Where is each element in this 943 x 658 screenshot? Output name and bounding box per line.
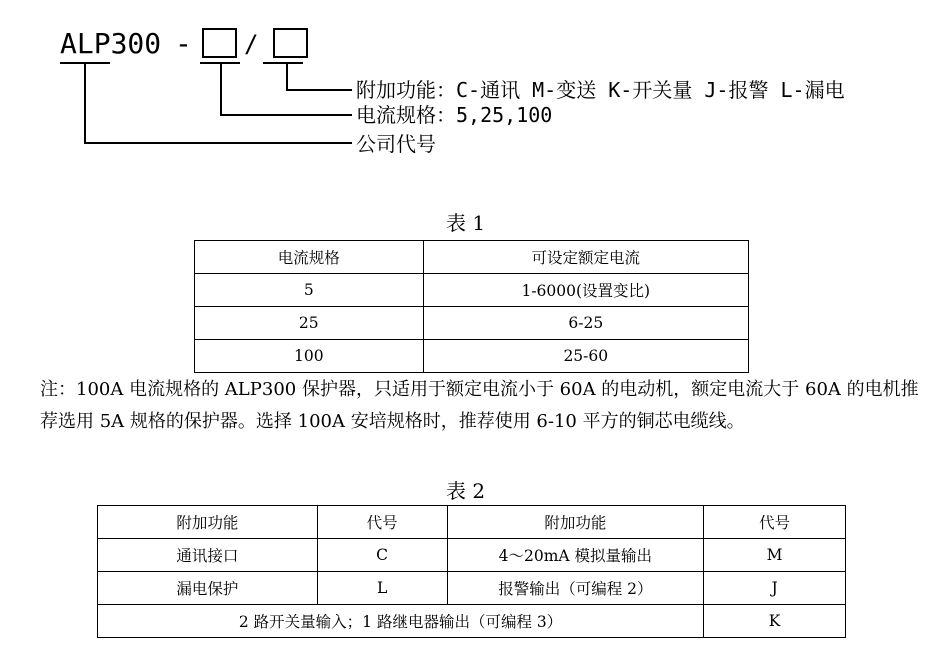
table-header-row xyxy=(98,506,846,539)
table2-caption: 表 2 xyxy=(446,479,486,503)
table-cell: 25-60 xyxy=(423,340,748,373)
table-cell: 通讯接口 xyxy=(98,539,318,572)
company-leader-horizontal xyxy=(84,142,352,144)
function-leader-vertical xyxy=(286,62,288,91)
function-code-table xyxy=(97,505,846,638)
table-cell: 100 xyxy=(195,340,424,373)
function-leader-horizontal xyxy=(286,89,352,91)
legend-current: 电流规格：5,25,100 xyxy=(356,103,553,127)
table-cell: J xyxy=(704,572,846,605)
current-leader-vertical xyxy=(220,62,222,116)
note-paragraph: 注：100A 电流规格的 ALP300 保护器，只适用于额定电流小于 60A 的电动机，额定电流大于 60A 的电机推荐选用 5A 规格的保护器。选择 100A 安培规格时，推荐使用 6-10 平方的铜芯电缆线。 xyxy=(40,379,919,432)
table-cell: 25 xyxy=(195,307,424,340)
function-code-box xyxy=(202,28,237,58)
table-row xyxy=(195,340,749,373)
company-leader-vertical xyxy=(84,62,86,144)
table-row xyxy=(195,274,749,307)
current-leader-horizontal xyxy=(220,114,352,116)
legend-function: 附加功能：C-通讯 M-变送 K-开关量 J-报警 L-漏电 xyxy=(356,78,845,102)
model-prefix: ALP300 xyxy=(60,27,162,60)
table-header-cell: 电流规格 xyxy=(195,241,424,274)
table-cell: 2 路开关量输入；1 路继电器输出（可编程 3） xyxy=(98,605,704,638)
table-cell: 4～20mA 模拟量输出 xyxy=(447,539,704,572)
table-cell: K xyxy=(704,605,846,638)
table1-caption: 表 1 xyxy=(446,211,486,235)
table-cell: 漏电保护 xyxy=(98,572,318,605)
table-header-row xyxy=(195,241,749,274)
legend-company: 公司代号 xyxy=(356,132,436,156)
table-cell: 报警输出（可编程 2） xyxy=(447,572,704,605)
table-row xyxy=(98,605,846,638)
table-cell: 5 xyxy=(195,274,424,307)
table-header-cell: 附加功能 xyxy=(447,506,704,539)
current-code-box xyxy=(273,28,308,58)
table-row xyxy=(98,572,846,605)
table-cell: M xyxy=(704,539,846,572)
function-underline xyxy=(263,62,303,64)
model-slash: / xyxy=(244,30,259,58)
table-row xyxy=(195,307,749,340)
table-header-cell: 代号 xyxy=(704,506,846,539)
table-cell: C xyxy=(317,539,447,572)
table-header-cell: 可设定额定电流 xyxy=(423,241,748,274)
table-row xyxy=(98,539,846,572)
table-header-cell: 附加功能 xyxy=(98,506,318,539)
current-spec-table xyxy=(194,240,749,373)
table-cell: 1-6000(设置变比) xyxy=(423,274,748,307)
table-header-cell: 代号 xyxy=(317,506,447,539)
table-cell: L xyxy=(317,572,447,605)
table-cell: 6-25 xyxy=(423,307,748,340)
model-dash: - xyxy=(175,27,192,60)
